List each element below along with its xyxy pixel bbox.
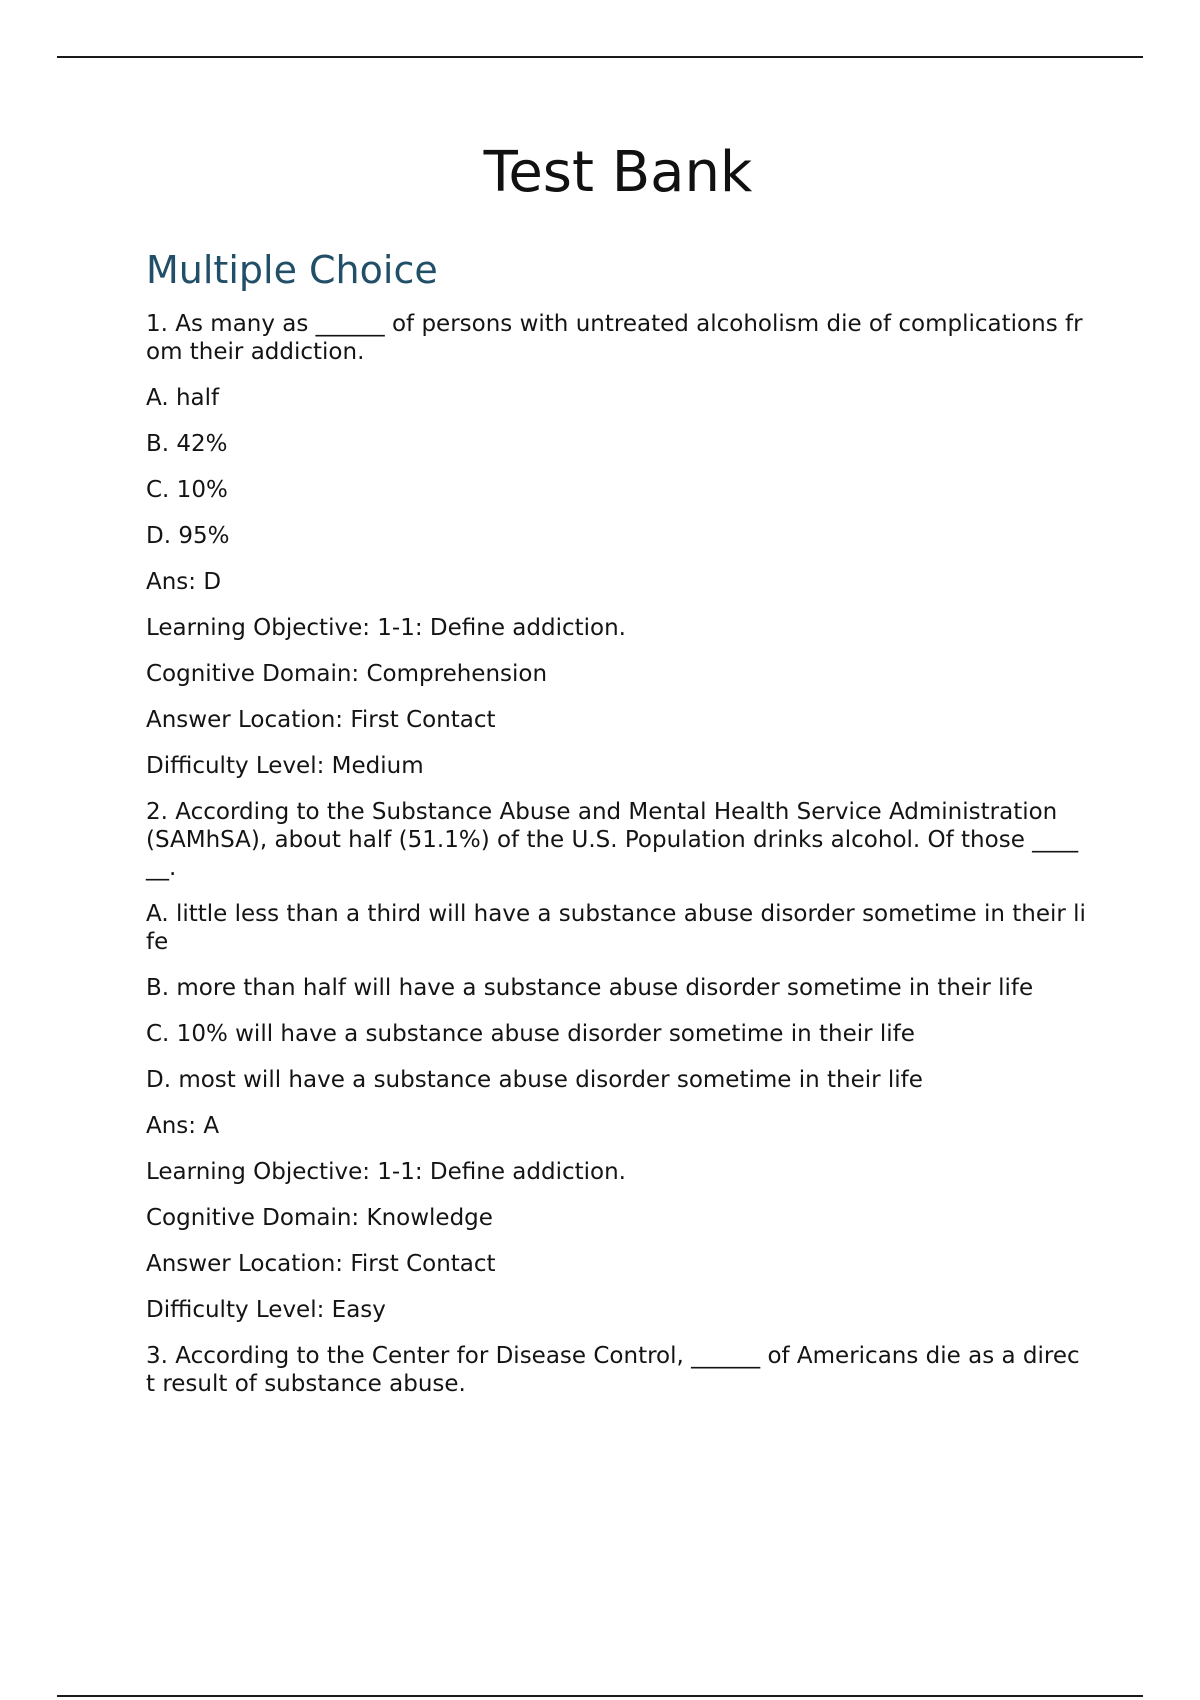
- question-2-answer: Ans: A: [146, 1113, 220, 1139]
- document-body: [146, 246, 1086, 1416]
- question-1-answer: Ans: D: [146, 569, 222, 595]
- question-2-learning-objective: Learning Objective: 1-1: Define addiction.: [146, 1159, 626, 1185]
- question-1-learning-objective: Learning Objective: 1-1: Define addiction.: [146, 615, 626, 641]
- question-2-cognitive-domain: Cognitive Domain: Knowledge: [146, 1205, 493, 1231]
- question-2-difficulty: Difficulty Level: Easy: [146, 1297, 386, 1323]
- question-2-option-c: C. 10% will have a substance abuse disorder sometime in their life: [146, 1021, 915, 1047]
- question-1-option-d: D. 95%: [146, 523, 230, 549]
- question-1-difficulty: Difficulty Level: Medium: [146, 753, 424, 779]
- question-1-option-a: A. half: [146, 385, 220, 411]
- question-2-option-d: D. most will have a substance abuse disorder sometime in their life: [146, 1067, 923, 1093]
- question-1-stem: 1. As many as ______ of persons with untreated alcoholism die of complications from their addiction.: [146, 311, 1083, 365]
- question-2-stem: 2. According to the Substance Abuse and Mental Health Service Administration (SAMhSA), about half (51.1%) of the U.S. Population drinks alcohol. Of those ______.: [146, 799, 1079, 881]
- question-1-option-b: B. 42%: [146, 431, 228, 457]
- question-1-answer-location: Answer Location: First Contact: [146, 707, 496, 733]
- question-2-answer-location: Answer Location: First Contact: [146, 1251, 496, 1277]
- question-2-option-b: B. more than half will have a substance abuse disorder sometime in their life: [146, 975, 1034, 1001]
- page-title: Test Bank: [483, 140, 753, 205]
- bottom-rule: [57, 1695, 1143, 1697]
- question-2-option-a: A. little less than a third will have a substance abuse disorder sometime in their life: [146, 901, 1086, 955]
- top-rule: [57, 56, 1143, 58]
- question-1-option-c: C. 10%: [146, 477, 228, 503]
- question-1-cognitive-domain: Cognitive Domain: Comprehension: [146, 661, 548, 687]
- section-heading: Multiple Choice: [146, 248, 438, 292]
- question-3-stem: 3. According to the Center for Disease Control, ______ of Americans die as a direct result of substance abuse.: [146, 1343, 1080, 1397]
